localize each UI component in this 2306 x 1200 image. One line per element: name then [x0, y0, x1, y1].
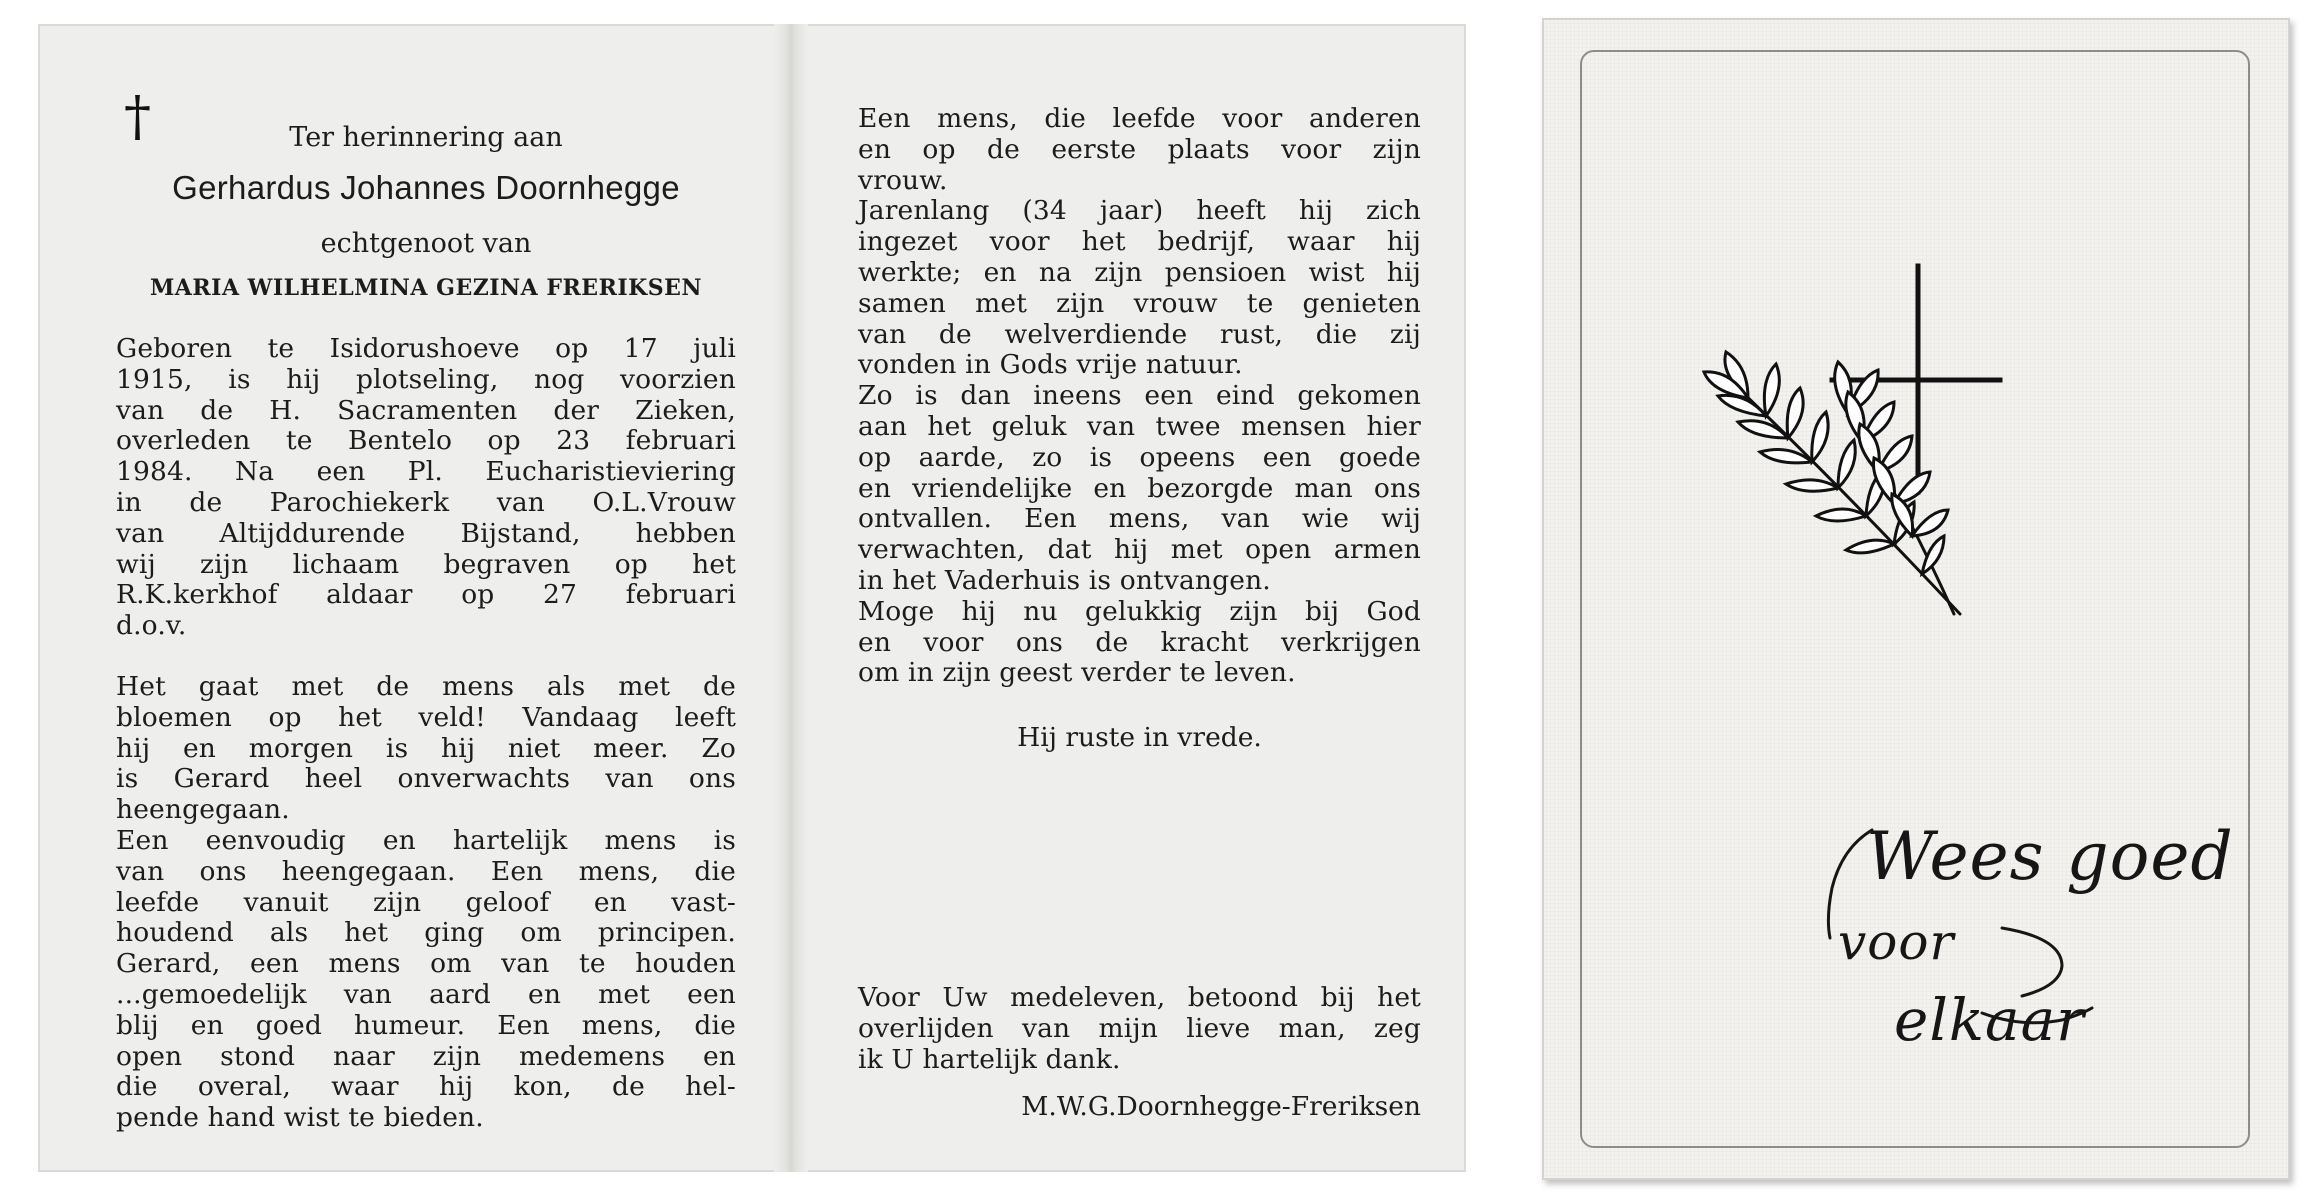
- text-line: leefde vanuit zijn geloof en vast-: [116, 886, 736, 918]
- text-line: aan het geluk van twee mensen hier: [858, 410, 1421, 442]
- text-line: werkte; en na zijn pensioen wist hij: [858, 256, 1421, 288]
- rest-in-peace: Hij ruste in vrede.: [1017, 722, 1262, 754]
- thanks-paragraph: [858, 983, 1421, 1075]
- text-line: ontvallen. Een mens, van wie wij: [858, 503, 1421, 535]
- text-line: Een eenvoudig en hartelijk mens is: [116, 824, 736, 856]
- text-line: 1915, is hij plotseling, nog voorzien: [116, 363, 736, 395]
- spouse-relation: echtgenoot van: [320, 228, 532, 259]
- deceased-name: Gerhardus Johannes Doornhegge: [172, 169, 680, 206]
- text-line: Voor Uw medeleven, betoond bij het: [858, 982, 1421, 1014]
- text-line: 1984. Na een Pl. Eucharistieviering: [116, 456, 736, 488]
- reflection-paragraph: [116, 672, 736, 1134]
- cross-icon: [1832, 266, 2000, 492]
- intro-line: Ter herinnering aan: [289, 122, 563, 153]
- text-line: en vriendelijke en bezorgde man ons: [858, 472, 1421, 504]
- text-line: open stond naar zijn medemens en: [116, 1040, 736, 1072]
- motto-line-2: voor: [1838, 913, 1955, 971]
- text-line: Geboren te Isidorushoeve op 17 juli: [116, 333, 736, 364]
- text-line: heengegaan.: [116, 794, 290, 826]
- text-line: Een mens, die leefde voor anderen: [858, 103, 1421, 134]
- text-line: van de H. Sacramenten der Zieken,: [116, 394, 736, 426]
- memorial-card-cover: [1542, 18, 2290, 1180]
- text-line: op aarde, zo is opeens een goede: [858, 441, 1421, 473]
- text-line: is Gerard heel onverwachts van ons: [116, 763, 736, 795]
- text-line: overleden te Bentelo op 23 februari: [116, 425, 736, 457]
- text-line: R.K.kerkhof aldaar op 27 februari: [116, 579, 736, 611]
- text-line: verwachten, dat hij met open armen: [858, 534, 1421, 566]
- text-line: om in zijn geest verder te leven.: [858, 657, 1296, 689]
- text-line: bloemen op het veld! Vandaag leeft: [116, 701, 736, 733]
- left-page: [38, 24, 774, 1172]
- text-line: houdend als het ging om principen.: [116, 917, 736, 949]
- memorial-card-inside: [38, 24, 1466, 1172]
- text-line: Moge hij nu gelukkig zijn bij God: [858, 595, 1421, 627]
- text-line: van Altijddurende Bijstand, hebben: [116, 517, 736, 549]
- text-line: pende hand wist te bieden.: [116, 1102, 484, 1134]
- text-line: in het Vaderhuis is ontvangen.: [858, 564, 1271, 596]
- card-fold: [774, 24, 808, 1172]
- motto-line-1: Wees goed: [1866, 818, 2234, 895]
- text-line: blij en goed humeur. Een mens, die: [116, 1009, 736, 1041]
- text-line: en voor ons de kracht verkrijgen: [858, 626, 1421, 658]
- text-line: en op de eerste plaats voor zijn: [858, 133, 1421, 165]
- text-line: die overal, waar hij kon, de hel-: [116, 1071, 736, 1103]
- text-line: Jarenlang (34 jaar) heeft hij zich: [858, 195, 1421, 227]
- text-line: wij zijn lichaam begraven op het: [116, 548, 736, 580]
- right-page: [808, 24, 1466, 1172]
- text-line: ...gemoedelijk van aard en met een: [116, 978, 736, 1010]
- text-line: d.o.v.: [116, 610, 187, 642]
- text-line: Gerard, een mens om van te houden: [116, 948, 736, 980]
- text-line: vrouw.: [858, 164, 948, 196]
- text-line: ingezet voor het bedrijf, waar hij: [858, 226, 1421, 258]
- text-line: ik U hartelijk dank.: [858, 1043, 1121, 1075]
- small-cross-icon: †: [124, 85, 151, 148]
- spouse-name: MARIA WILHELMINA GEZINA FRERIKSEN: [149, 275, 703, 301]
- motto-line-3: elkaar: [1894, 986, 2085, 1054]
- text-line: samen met zijn vrouw te genieten: [858, 287, 1421, 319]
- text-line: Zo is dan ineens een eind gekomen: [858, 380, 1421, 412]
- signature: M.W.G.Doornhegge-Freriksen: [1021, 1090, 1421, 1122]
- text-line: hij en morgen is hij niet meer. Zo: [116, 732, 736, 764]
- biography-paragraph: [116, 334, 736, 642]
- text-line: in de Parochiekerk van O.L.Vrouw: [116, 486, 736, 518]
- text-line: van ons heengegaan. Een mens, die: [116, 855, 736, 887]
- tribute-paragraph: [858, 104, 1421, 689]
- text-line: Het gaat met de mens als met de: [116, 670, 736, 702]
- text-line: overlijden van mijn lieve man, zeg: [858, 1012, 1421, 1044]
- wheat-branch-icon: [1704, 352, 1960, 614]
- text-line: van de welverdiende rust, die zij: [858, 318, 1421, 350]
- text-line: vonden in Gods vrije natuur.: [858, 349, 1243, 381]
